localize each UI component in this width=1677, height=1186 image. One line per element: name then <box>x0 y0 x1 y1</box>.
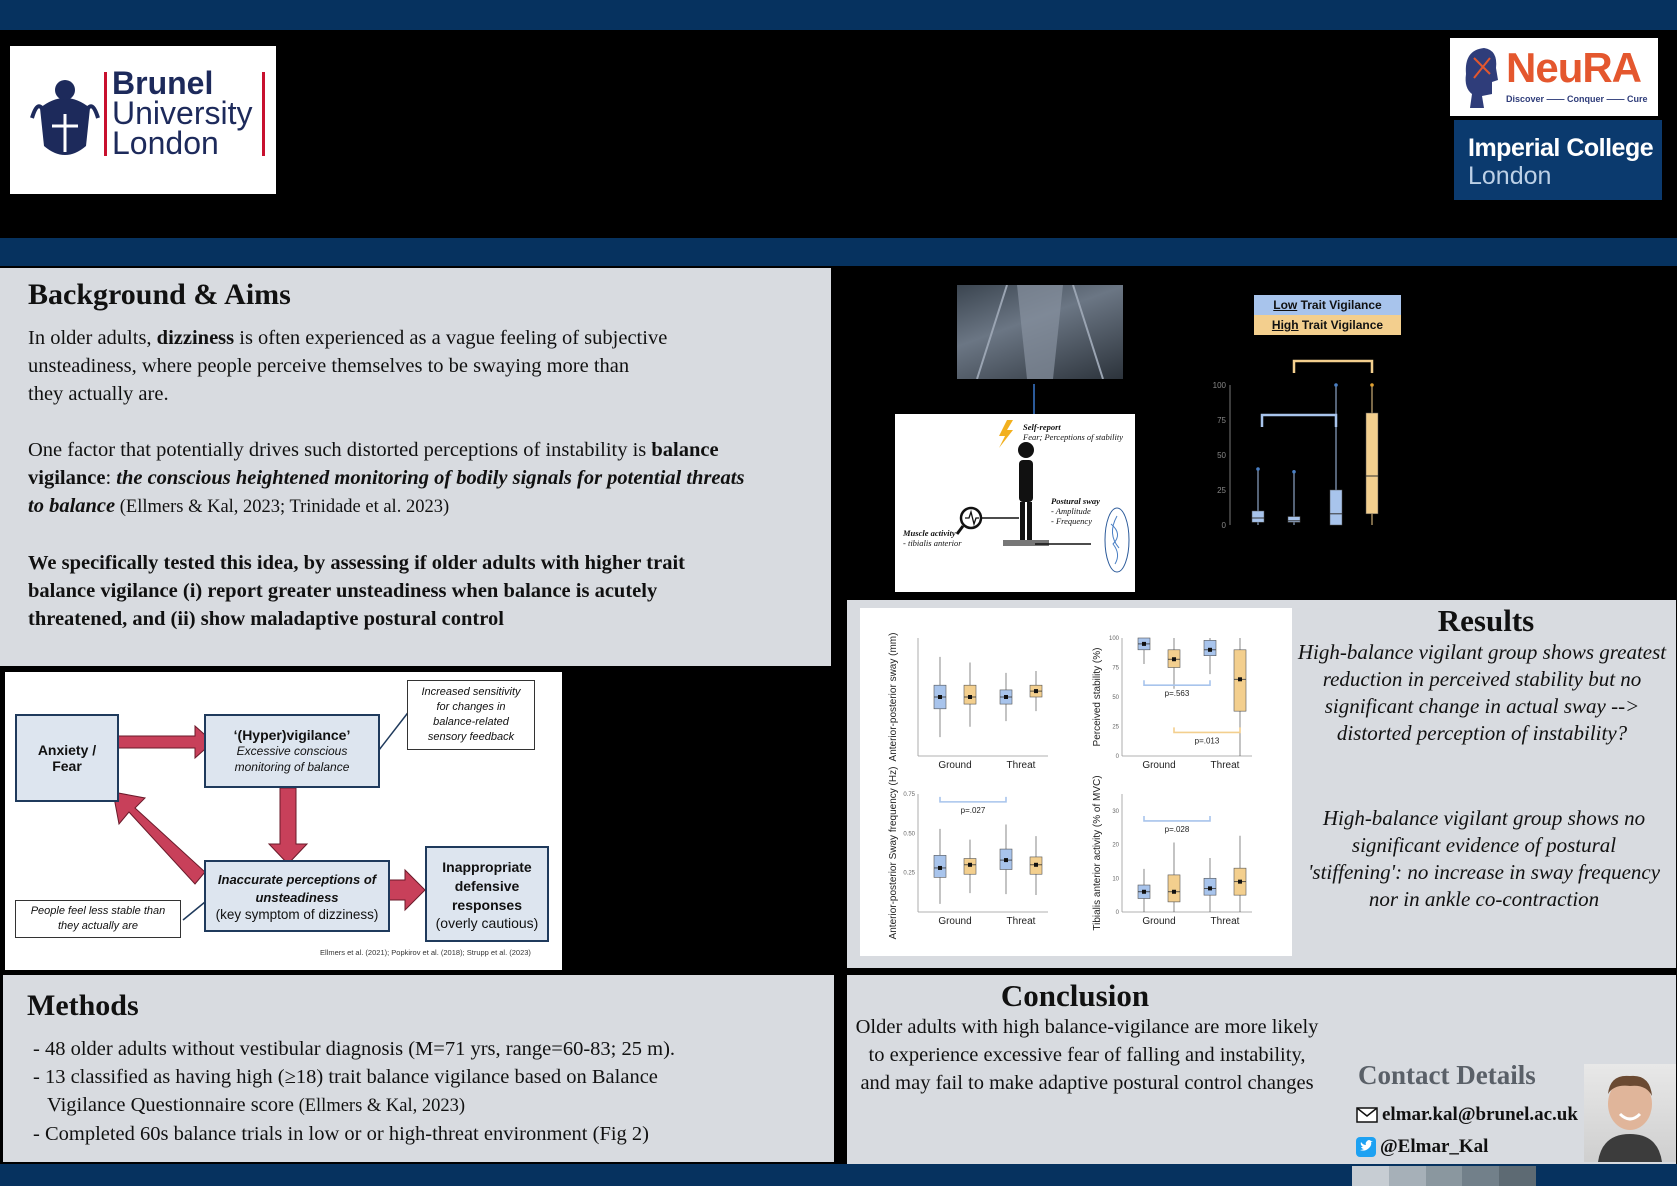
results-xlabel-threat: Threat <box>1210 916 1240 927</box>
results-box <box>1168 875 1180 902</box>
results-mean-marker <box>938 866 942 870</box>
fear-point <box>1370 383 1374 387</box>
envelope-icon <box>1356 1107 1378 1123</box>
results-sig-bracket <box>1144 680 1210 685</box>
walkway-icon <box>957 285 1123 379</box>
results-mean-marker <box>1238 880 1242 884</box>
anxiety-box: Anxiety / Fear <box>15 714 119 802</box>
results-xlabel-ground: Ground <box>1142 760 1176 771</box>
results-p-value: p=.027 <box>960 805 986 815</box>
results-mean-marker <box>1142 890 1146 894</box>
background-paragraph-1: In older adults, dizziness is often experienced as a vague feeling of subjective unsteadiness, where people perceive themselves to be swaying more than they actually are. <box>28 327 668 405</box>
results-mean-marker <box>1208 648 1212 652</box>
vigilance-diagram <box>5 672 562 970</box>
fear-tick-label: 0 <box>1221 521 1226 530</box>
results-tick-label: 10 <box>1112 876 1119 883</box>
brunel-london: London <box>112 125 219 161</box>
person-head <box>1018 442 1034 458</box>
results-ylabel: Anterior-posterior sway (mm) <box>888 632 899 762</box>
crest-icon <box>30 68 100 168</box>
vigilance-box: ‘(Hyper)vigilance’ Excessive conscious monitoring of balance <box>204 714 380 788</box>
contact-twitter[interactable]: @Elmar_Kal <box>1380 1136 1489 1157</box>
results-xlabel-threat: Threat <box>1006 760 1036 771</box>
results-xlabel-threat: Threat <box>1210 760 1240 771</box>
diagram-refs: Ellmers et al. (2021); Popkirov et al. (2018); Strupp et al. (2023) <box>320 948 531 957</box>
conclusion-text: Older adults with high balance-vigilance are more likely to experience excessive fear of falling and instability, and may fail to make adaptive postural control changes <box>855 1016 1319 1094</box>
contact-email-row[interactable] <box>1356 1104 1578 1126</box>
brunel-name: Brunel <box>112 65 214 101</box>
contact-title: Contact Details <box>1358 1060 1536 1090</box>
legend-high: High Trait Vigilance <box>1254 315 1401 335</box>
setup-figure <box>895 414 1135 592</box>
fear-point <box>1256 467 1260 471</box>
methods-item-2-cont: Vigilance Questionnaire score (Ellmers & Kal, 2023) <box>47 1094 466 1116</box>
imperial-line1: Imperial College <box>1468 134 1654 162</box>
results-panel-3 <box>888 767 1048 940</box>
background-title: Background & Aims <box>28 278 291 311</box>
neura-tagline: Discover —— Conquer —— Cure <box>1506 94 1648 104</box>
methods-item-3: - Completed 60s balance trials in low or or high-threat environment (Fig 2) <box>33 1123 649 1145</box>
results-tick-label: 30 <box>1112 808 1119 815</box>
results-mean-marker <box>1142 642 1146 646</box>
results-mean-marker <box>1172 657 1176 661</box>
muscle-activity-label: Muscle activity - tibialis anterior <box>903 528 962 548</box>
lightning-icon <box>999 420 1013 448</box>
background-paragraph-3: We specifically tested this idea, by assessing if older adults with higher trait balance vigilance (i) report greater unsteadiness when balance is acutely threatened, and (ii) show maladaptive postural control <box>28 552 685 630</box>
results-sig-bracket <box>1144 816 1210 821</box>
people-note: People feel less stable than they actually are <box>15 900 181 938</box>
fear-tick-label: 50 <box>1217 451 1226 460</box>
fear-box <box>1252 511 1264 522</box>
fear-bracket-low <box>1262 415 1336 427</box>
background-panel <box>0 268 831 666</box>
results-sig-bracket <box>940 797 1006 802</box>
fear-tick-label: 75 <box>1217 416 1226 425</box>
results-tick-label: 0 <box>1115 910 1119 916</box>
results-xlabel-threat: Threat <box>1006 916 1036 927</box>
results-mean-marker <box>968 695 972 699</box>
contact-email[interactable]: elmar.kal@brunel.ac.uk <box>1382 1104 1578 1125</box>
fear-tick-label: 100 <box>1212 381 1226 390</box>
avatar <box>1584 1064 1676 1162</box>
fear-bracket-high <box>1294 361 1372 373</box>
results-mean-marker <box>1034 689 1038 693</box>
results-mean-marker <box>1004 695 1008 699</box>
brunel-logo <box>10 46 276 194</box>
neura-logo <box>1450 38 1658 116</box>
sensitivity-note: Increased sensitivity for changes in balance-related sensory feedback <box>407 680 535 750</box>
results-tick-label: 25 <box>1112 724 1119 731</box>
results-p-value: p=.013 <box>1194 736 1220 746</box>
imperial-logo <box>1454 120 1662 200</box>
results-finding-2: High-balance vigilant group shows no significant evidence of postural 'stiffening': no increase in sway frequency nor in ankle co-contraction <box>1307 806 1661 911</box>
results-tick-label: 100 <box>1108 636 1119 642</box>
fear-point <box>1334 383 1338 387</box>
brunel-university: University <box>112 95 253 131</box>
legend-low: Low Trait Vigilance <box>1254 295 1401 315</box>
header-bottom-band <box>0 238 1677 266</box>
conclusion-title: Conclusion <box>1000 978 1150 1013</box>
results-panel-2 <box>1092 636 1252 771</box>
threat-environment-photo <box>957 285 1123 379</box>
avatar-portrait <box>1584 1064 1676 1162</box>
results-xlabel-ground: Ground <box>1142 916 1176 927</box>
results-mean-marker <box>1238 677 1242 681</box>
results-tick-label: 0.25 <box>903 870 915 877</box>
results-tick-label: 0 <box>1115 754 1119 760</box>
results-ylabel: Perceived stability (%) <box>1092 647 1103 747</box>
arrow-inaccurate-to-anxiety <box>113 792 205 884</box>
results-tick-label: 50 <box>1112 695 1119 701</box>
results-figure <box>860 608 1292 956</box>
self-report-label: Self-report Fear; Perceptions of stability <box>1023 422 1124 442</box>
results-xlabel-ground: Ground <box>938 916 972 927</box>
neura-name: NeuRA <box>1506 44 1642 91</box>
arrow-vigilance-to-inaccurate <box>269 788 307 864</box>
results-mean-marker <box>968 863 972 867</box>
background-paragraph-2: One factor that potentially drives such distorted perceptions of instability is balance vigilance: the conscious heightened monitoring of bodily signals for potential threats to balance (Ellmers & Kal, 2023; Trinidade et al. 2023) <box>28 439 745 517</box>
sway-trace <box>1105 508 1129 572</box>
fear-box <box>1288 517 1300 523</box>
results-tick-label: 75 <box>1112 665 1119 672</box>
bottom-swatches <box>1352 1166 1536 1186</box>
results-finding-1: High-balance vigilant group shows greatest reduction in perceived stability but no significant change in actual sway --> distorted perception of instability? <box>1297 640 1667 745</box>
results-p-value: p=.028 <box>1164 824 1190 834</box>
twitter-icon <box>1356 1137 1376 1157</box>
head-icon <box>1460 44 1500 110</box>
results-tick-label: 0.75 <box>903 792 915 798</box>
imperial-line2: London <box>1468 162 1552 190</box>
fear-boxplot-chart <box>1200 355 1420 535</box>
results-box <box>964 685 976 704</box>
results-xlabel-ground: Ground <box>938 760 972 771</box>
arrow-inaccurate-to-inappropriate <box>389 870 425 910</box>
results-p-value: p=.563 <box>1164 689 1190 699</box>
methods-item-2: - 13 classified as having high (≥18) trait balance vigilance based on Balance <box>33 1066 658 1088</box>
results-mean-marker <box>1208 886 1212 890</box>
results-mean-marker <box>938 695 942 699</box>
fear-point <box>1292 470 1296 474</box>
methods-title: Methods <box>27 989 139 1022</box>
methods-panel <box>3 975 834 1162</box>
results-sig-bracket <box>1174 727 1240 732</box>
fear-box <box>1330 490 1342 525</box>
results-panel-4 <box>1092 775 1252 930</box>
inappropriate-box: Inappropriate defensive responses (overly cautious) <box>425 846 549 942</box>
results-ylabel: Anterior-posterior Sway frequency (Hz) <box>888 766 899 940</box>
results-mean-marker <box>1034 863 1038 867</box>
results-tick-label: 20 <box>1112 842 1119 849</box>
inaccurate-box: Inaccurate perceptions of unsteadiness (key symptom of dizziness) <box>204 860 390 932</box>
fear-tick-label: 25 <box>1217 486 1226 495</box>
results-title: Results <box>1437 603 1535 638</box>
contact-twitter-row[interactable] <box>1356 1136 1488 1158</box>
results-boxplots <box>860 608 1292 956</box>
methods-item-1: - 48 older adults without vestibular diagnosis (M=71 yrs, range=60-83; 25 m). <box>33 1038 676 1060</box>
top-band <box>0 0 1677 30</box>
results-mean-marker <box>1172 890 1176 894</box>
results-ylabel: Tibialis anterior activity (% of MVC) <box>1092 775 1103 931</box>
results-mean-marker <box>1004 858 1008 862</box>
results-panel-1 <box>888 633 1048 771</box>
postural-sway-label: Postural sway - Amplitude - Frequency <box>1051 496 1100 526</box>
fear-box <box>1366 413 1378 514</box>
arrow-anxiety-to-vigilance <box>117 726 213 758</box>
results-tick-label: 0.50 <box>903 831 915 838</box>
photo-connector <box>1033 384 1035 414</box>
